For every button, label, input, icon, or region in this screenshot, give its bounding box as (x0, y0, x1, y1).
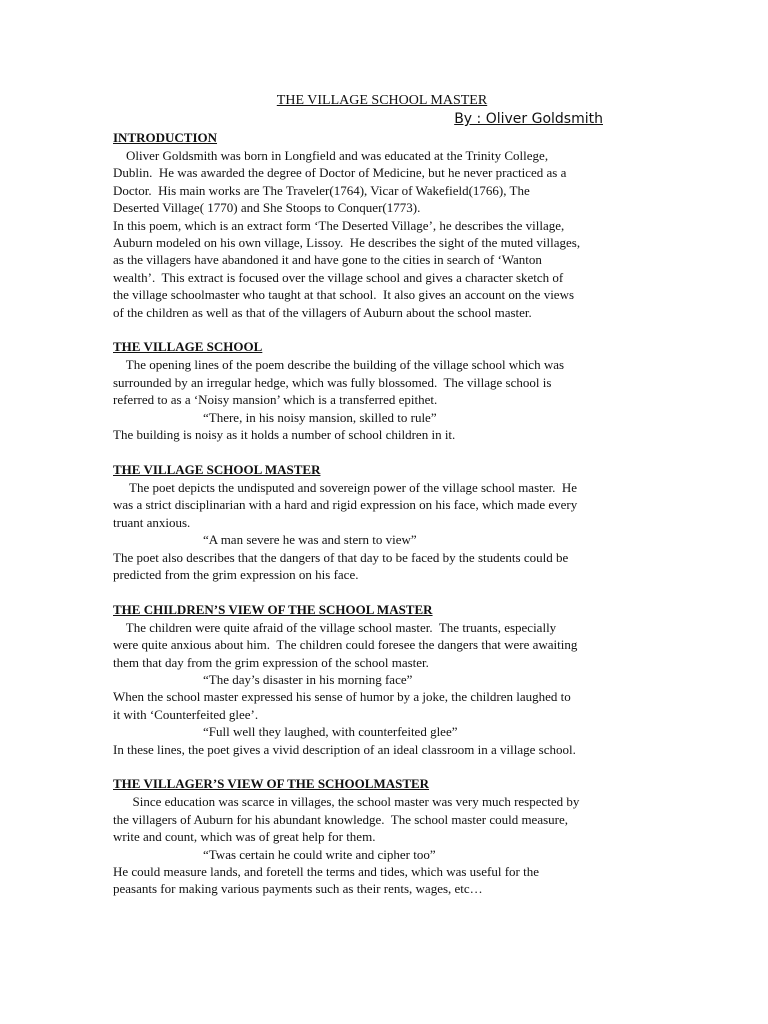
section-heading: THE VILLAGE SCHOOL MASTER (113, 461, 321, 477)
paragraph-line: referred to as a ‘Noisy mansion’ which is a transferred epithet. (113, 392, 438, 408)
paragraph-line: it with ‘Counterfeited glee’. (113, 706, 259, 722)
section-villagers-view (113, 775, 673, 897)
paragraph-line: Doctor. His main works are The Traveler(1764), Vicar of Wakefield(1766), The (113, 182, 530, 198)
paragraph-line: The children were quite afraid of the village school master. The truants, especially (113, 619, 557, 635)
paragraph-line: The poet also describes that the dangers of that day to be faced by the students could be (113, 549, 569, 565)
spacer (113, 758, 673, 775)
paragraph-line: truant anxious. (113, 514, 191, 530)
paragraph-line: He could measure lands, and foretell the terms and tides, which was useful for the (113, 863, 539, 879)
section-heading: THE VILLAGE SCHOOL (113, 339, 263, 355)
section-heading: THE VILLAGER’S VIEW OF THE SCHOOLMASTER (113, 776, 430, 792)
document-title (91, 92, 673, 110)
paragraph-line: When the school master expressed his sense of humor by a joke, the children laughed to (113, 689, 571, 705)
paragraph-line: Deserted Village( 1770) and She Stoops to Conquer(1773). (113, 200, 421, 216)
spacer (113, 583, 673, 600)
paragraph-line: the village schoolmaster who taught at that school. It also gives an account on the views (113, 287, 575, 303)
paragraph-line: peasants for making various payments such as their rents, wages, etc… (113, 881, 483, 897)
paragraph-line: the villagers of Auburn for his abundant knowledge. The school master could measure, (113, 811, 569, 827)
paragraph-line: were quite anxious about him. The children could foresee the dangers that were awaiting (113, 637, 578, 653)
paragraph-line: Since education was scarce in villages, the school master was very much respected by (113, 794, 580, 810)
spacer (113, 443, 673, 460)
section-introduction (113, 129, 673, 321)
section-heading: THE CHILDREN’S VIEW OF THE SCHOOL MASTER (113, 601, 433, 617)
poem-quote: “A man severe he was and stern to view” (203, 532, 417, 548)
section-heading: INTRODUCTION (113, 130, 218, 145)
poem-quote: “There, in his noisy mansion, skilled to rule” (203, 409, 437, 425)
paragraph-line: them that day from the grim expression of the school master. (113, 654, 429, 670)
paragraph-line: surrounded by an irregular hedge, which was fully blossomed. The village school is (113, 374, 552, 390)
paragraph-line: The opening lines of the poem describe the building of the village school which was (113, 357, 565, 373)
author-byline (113, 110, 603, 129)
paragraph-line: was a strict disciplinarian with a hard and rigid expression on his face, which made every (113, 497, 578, 513)
poem-quote: “Full well they laughed, with counterfeited glee” (203, 724, 458, 740)
author-text: By : Oliver Goldsmith (454, 111, 603, 127)
paragraph-line: Dublin. He was awarded the degree of Doctor of Medicine, but he never practiced as a (113, 165, 567, 181)
section-childrens-view (113, 601, 673, 758)
spacer (113, 321, 673, 338)
paragraph-line: of the children as well as that of the villagers of Auburn about the school master. (113, 304, 532, 320)
title-text: THE VILLAGE SCHOOL MASTER (276, 93, 488, 108)
paragraph-line: predicted from the grim expression on his face. (113, 566, 359, 582)
section-village-school (113, 338, 673, 443)
paragraph-line: In this poem, which is an extract form ‘The Deserted Village’, he describes the village, (113, 217, 565, 233)
section-village-school-master (113, 461, 673, 583)
paragraph-line: Auburn modeled on his own village, Lissoy. He describes the sight of the muted villages, (113, 235, 581, 251)
paragraph-line: write and count, which was of great help for them. (113, 829, 376, 845)
paragraph-line: The building is noisy as it holds a number of school children in it. (113, 427, 456, 443)
document-page (113, 92, 673, 898)
paragraph-line: Oliver Goldsmith was born in Longfield and was educated at the Trinity College, (113, 148, 549, 163)
paragraph-line: as the villagers have abandoned it and have gone to the cities in search of ‘Wanton (113, 252, 542, 268)
poem-quote: “Twas certain he could write and cipher too” (203, 846, 436, 862)
poem-quote: “The day’s disaster in his morning face” (203, 671, 413, 687)
paragraph-line: wealth’. This extract is focused over the village school and gives a character sketch of (113, 269, 564, 285)
paragraph-line: In these lines, the poet gives a vivid description of an ideal classroom in a village school. (113, 741, 576, 757)
paragraph-line: The poet depicts the undisputed and sovereign power of the village school master. He (113, 479, 578, 495)
